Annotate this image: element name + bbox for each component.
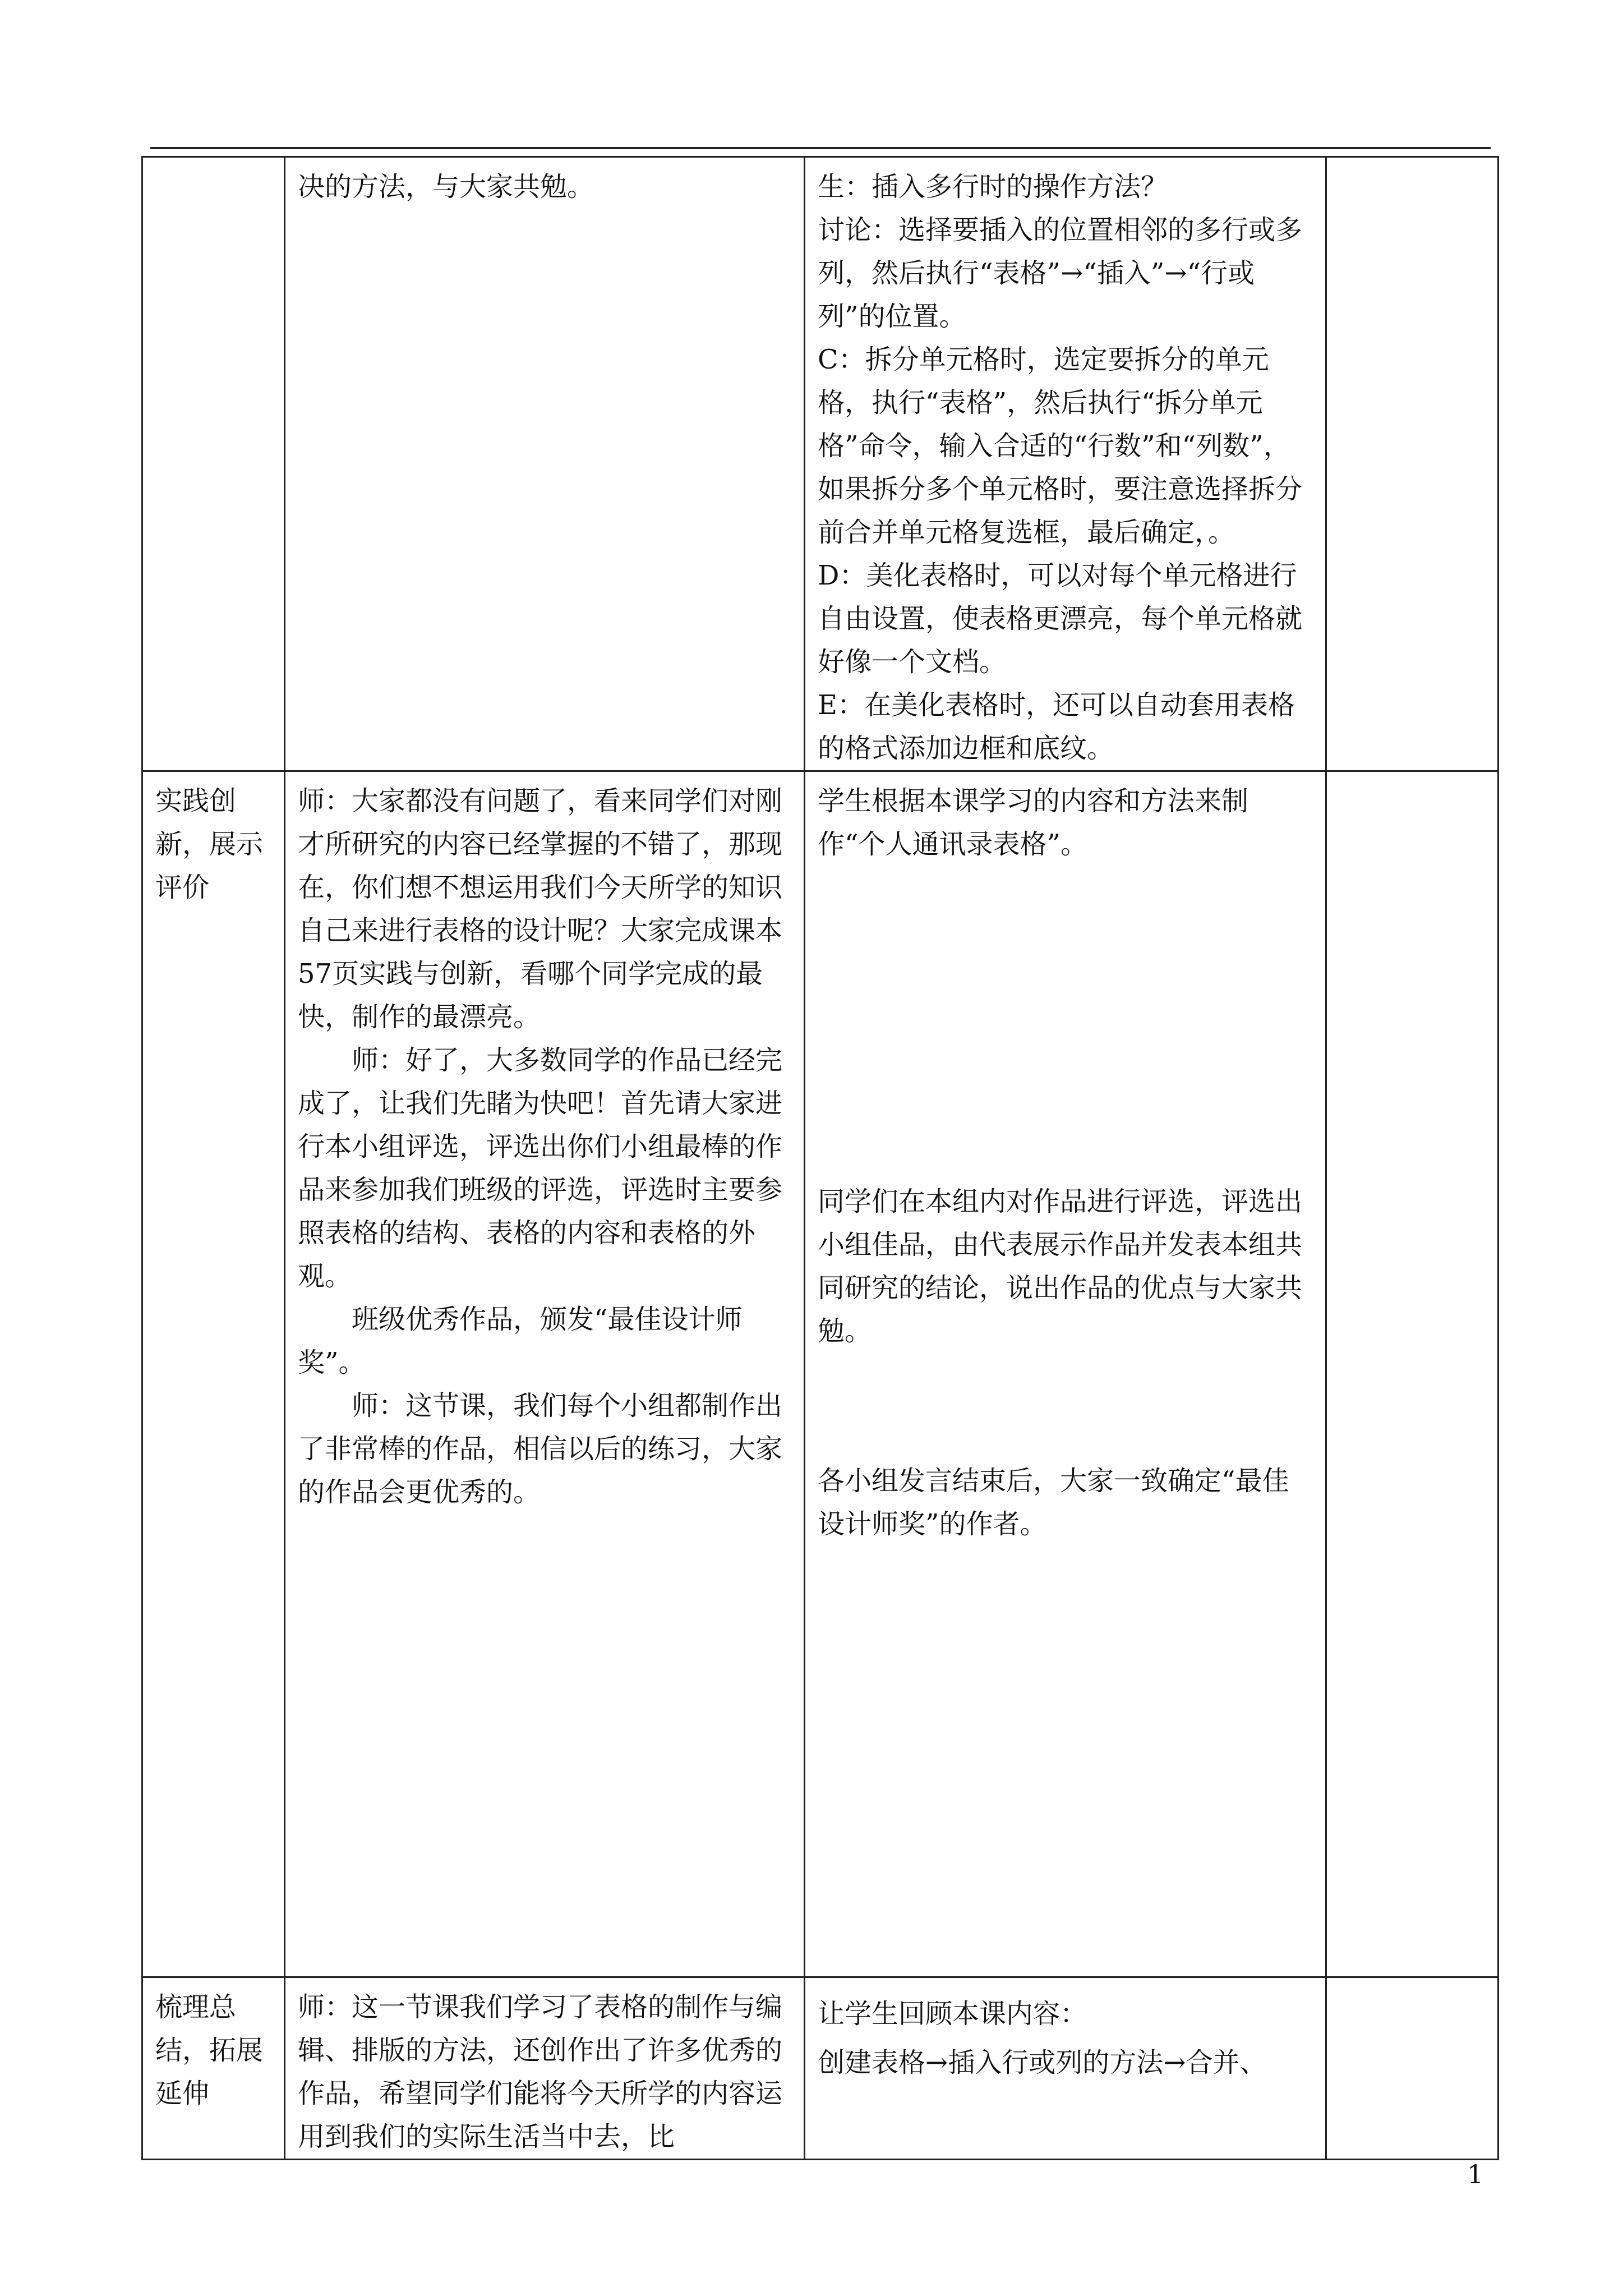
table-row-summary: [142, 1977, 1498, 2160]
stage-cell: 实践创新，展示评价: [142, 771, 285, 1977]
student-text: D：美化表格时，可以对每个单元格进行自由设置，使表格更漂亮，每个单元格就好像一个文档。: [818, 560, 1303, 678]
teacher-activity-cell: [285, 771, 805, 1977]
table-row-continued: [142, 157, 1498, 771]
student-text: 学生根据本课学习的内容和方法来制作“个人通讯录表格”。: [818, 785, 1249, 860]
teacher-text: 师：这一节课我们学习了表格的制作与编辑、排版的方法，还创作出了许多优秀的作品，希望同学们能将今天所学的内容运用到我们的实际生活当中去，比: [298, 1991, 783, 2152]
teacher-text: 班级优秀作品，颁发“最佳设计师奖”。: [298, 1304, 743, 1378]
teacher-activity-cell: [285, 157, 805, 771]
teacher-text: 师：大家都没有问题了，看来同学们对刚才所研究的内容已经掌握的不错了，那现在，你们想不想运用我们今天所学的知识自己来进行表格的设计呢？大家完成课本57页实践与创新，看哪个同学完成的最快，制作的最漂亮。: [298, 785, 783, 1033]
student-text: C：拆分单元格时，选定要拆分的单元格，执行“表格”，然后执行“拆分单元格”命令，输入合适的“行数”和“列数”，如果拆分多个单元格时，要注意选择拆分前合并单元格复选框，最后确定，。: [818, 344, 1303, 548]
lesson-plan-table: [141, 156, 1499, 2160]
student-text: 同学们在本组内对作品进行评选，评选出小组佳品，由代表展示作品并发表本组共同研究的结论，说出作品的优点与大家共勉。: [818, 1186, 1303, 1347]
teacher-text: 师：好了，大多数同学的作品已经完成了，让我们先睹为快吧！首先请大家进行本小组评选，评选出你们小组最棒的作品来参加我们班级的评选，评选时主要参照表格的结构、表格的内容和表格的外观。: [298, 1045, 783, 1292]
student-text: 创建表格→插入行或列的方法→合并、: [818, 2047, 1267, 2078]
student-text: 生：插入多行时的操作方法？: [818, 171, 1168, 203]
student-activity-cell: [805, 771, 1326, 1977]
student-activity-cell: [805, 157, 1326, 771]
note-cell: [1326, 1977, 1498, 2160]
table-row-practice: [142, 771, 1498, 1977]
student-text: 各小组发言结束后，大家一致确定“最佳设计师奖”的作者。: [818, 1465, 1289, 1540]
student-activity-cell: [805, 1977, 1326, 2160]
page-number: 1: [1467, 2159, 1484, 2189]
note-cell: [1326, 771, 1498, 1977]
note-cell: [1326, 157, 1498, 771]
student-text: 讨论：选择要插入的位置相邻的多行或多列，然后执行“表格”→“插入”→“行或列”的位置。: [818, 214, 1303, 332]
teacher-text: 决的方法，与大家共勉。: [298, 171, 594, 203]
stage-cell: [142, 157, 285, 771]
header-rule: [150, 147, 1491, 149]
student-text: 让学生回顾本课内容：: [818, 1998, 1087, 2030]
teacher-activity-cell: [285, 1977, 805, 2160]
teacher-text: 师：这节课，我们每个小组都制作出了非常棒的作品，相信以后的练习，大家的作品会更优秀的。: [298, 1390, 783, 1508]
student-text: E：在美化表格时，还可以自动套用表格的格式添加边框和底纹。: [818, 689, 1295, 764]
stage-cell: 梳理总结，拓展延伸: [142, 1977, 285, 2160]
